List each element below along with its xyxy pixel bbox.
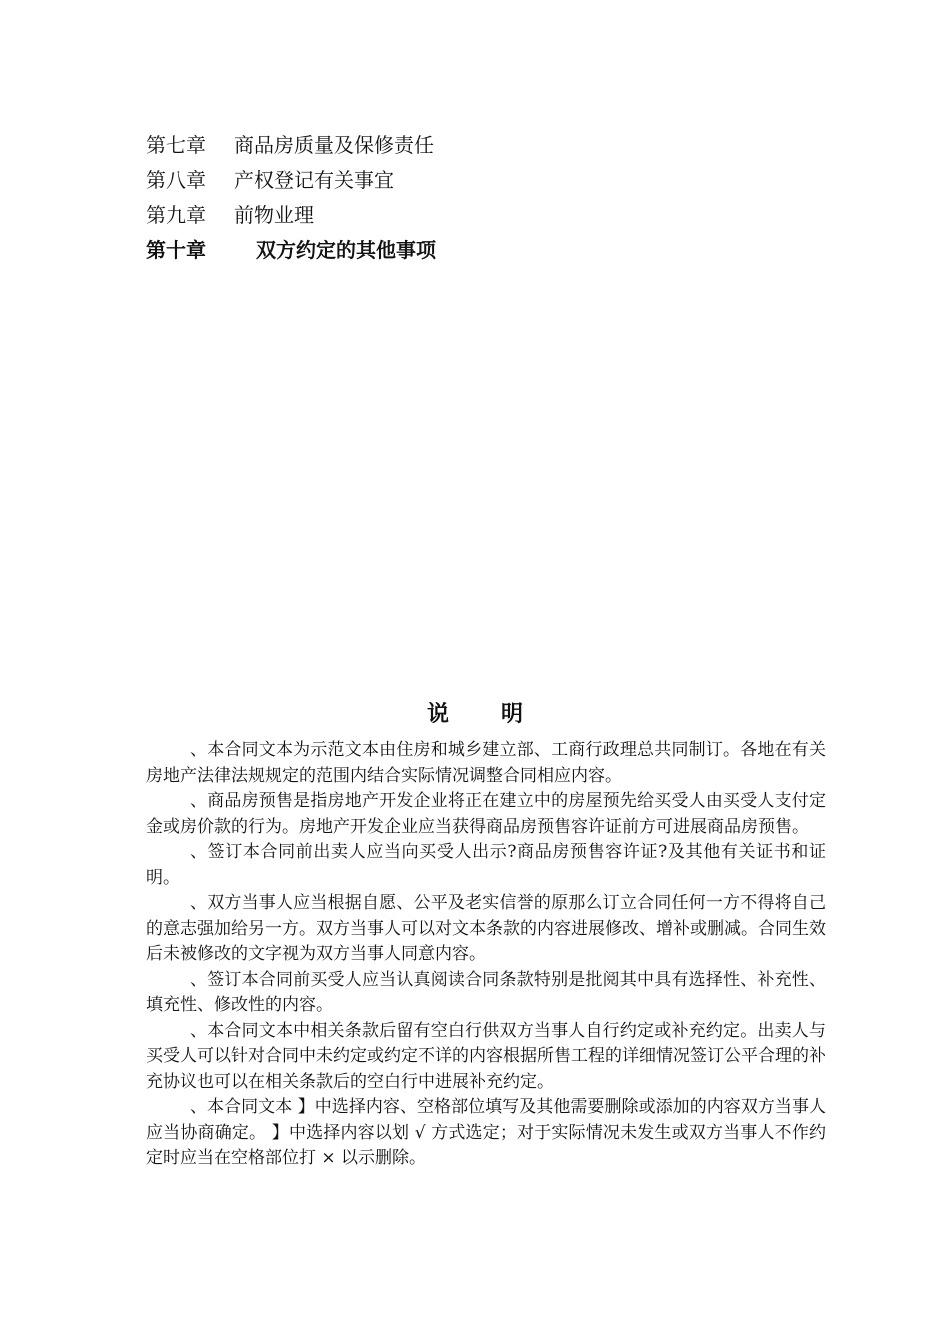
notes-body — [146, 738, 826, 1172]
toc-chapter-title: 商品房质量及保修责任 — [234, 133, 434, 157]
notes-paragraph-3: 、签订本合同前出卖人应当向买受人出示?商品房预售容许证?及其他有关证书和证明。 — [146, 842, 826, 888]
toc-item-chapter-10 — [146, 233, 846, 268]
toc-chapter-number: 第七章 — [146, 133, 206, 157]
toc-chapter-number: 第八章 — [146, 168, 206, 192]
notes-paragraph-1: 、本合同文本为示范文本由住房和城乡建立部、工商行政理总共同制订。各地在有关房地产法律法规规定的范围内结合实际情况调整合同相应内容。 — [146, 740, 826, 786]
toc-chapter-number: 第十章 — [146, 238, 206, 262]
toc-item-chapter-8 — [146, 163, 846, 198]
notes-paragraph-5: 、签订本合同前买受人应当认真阅读合同条款特别是批阅其中具有选择性、补充性、填充性、修改性的内容。 — [146, 969, 826, 1015]
toc-item-chapter-9 — [146, 198, 846, 233]
toc-chapter-title: 双方约定的其他事项 — [256, 238, 436, 262]
notes-paragraph-4: 、双方当事人应当根据自愿、公平及老实信誉的原那么订立合同任何一方不得将自己的意志强加给另一方。双方当事人可以对文本条款的内容进展修改、增补或删减。合同生效后未被修改的文字视为双方当事人同意内容。 — [146, 893, 826, 964]
toc-item-chapter-7 — [146, 128, 846, 163]
table-of-contents — [146, 128, 846, 268]
toc-chapter-title: 前物业理 — [234, 203, 314, 227]
toc-chapter-number: 第九章 — [146, 203, 206, 227]
notes-paragraph-7: 、本合同文本 】中选择内容、空格部位填写及其他需要删除或添加的内容双方当事人应当协商确定。 】中选择内容以划 √ 方式选定；对于实际情况未发生或双方当事人不作约定时应当在空格部位打 × 以示删除。 — [146, 1097, 826, 1168]
notes-paragraph-6: 、本合同文本中相关条款后留有空白行供双方当事人自行约定或补充约定。出卖人与买受人可以针对合同中未约定或约定不详的内容根据所售工程的详细情况签订公平合理的补充协议也可以在相关条款后的空白行中进展补充约定。 — [146, 1020, 826, 1092]
toc-chapter-title: 产权登记有关事宜 — [234, 168, 394, 192]
notes-title: 说明 — [426, 702, 575, 727]
notes-paragraph-2: 、商品房预售是指房地产开发企业将正在建立中的房屋预先给买受人由买受人支付定金或房价款的行为。房地产开发企业应当获得商品房预售容许证前方可进展商品房预售。 — [146, 791, 826, 837]
